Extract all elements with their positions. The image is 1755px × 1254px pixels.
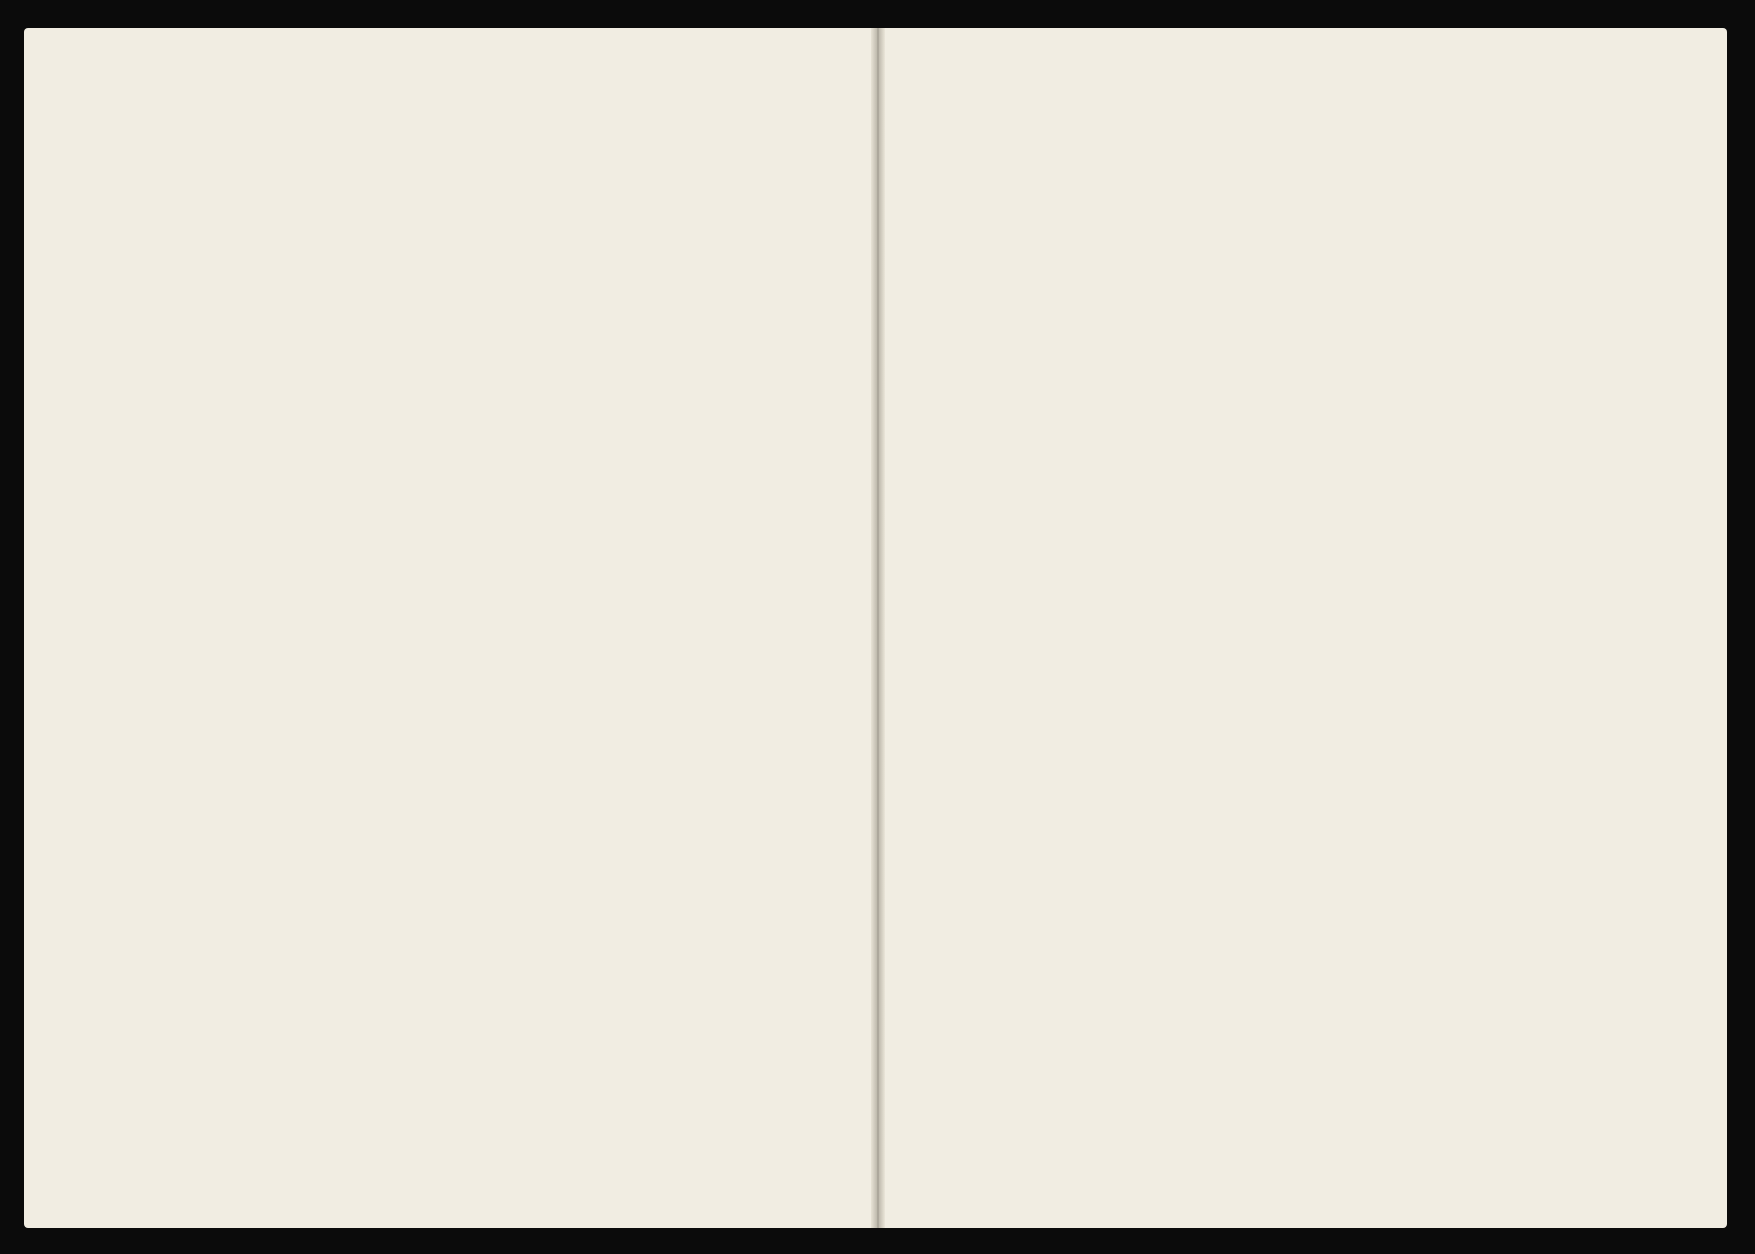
book-gutter bbox=[871, 28, 885, 1228]
right-page bbox=[880, 28, 1727, 1228]
left-page bbox=[24, 28, 877, 1228]
